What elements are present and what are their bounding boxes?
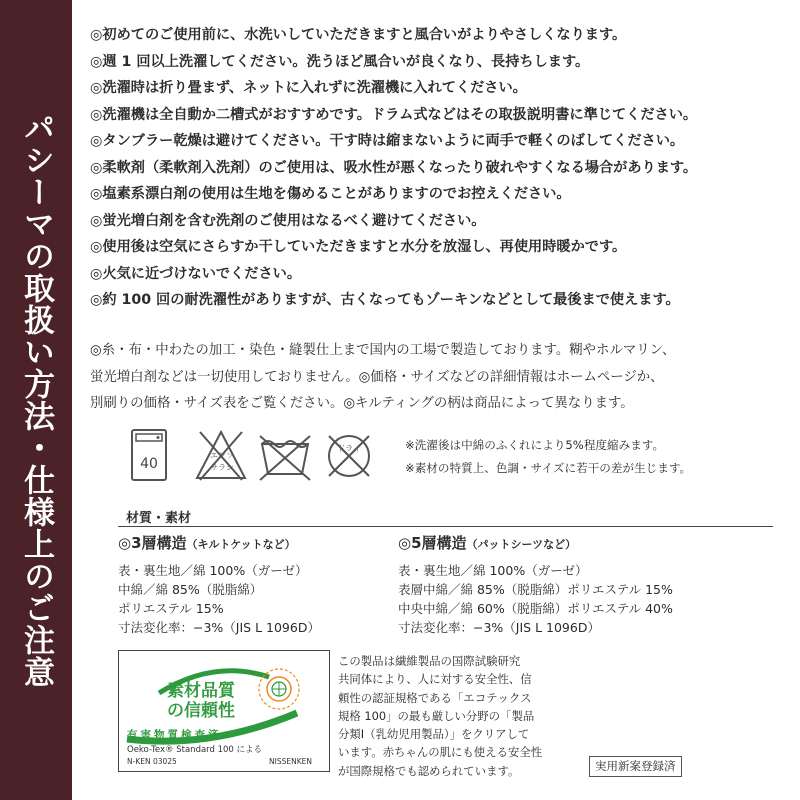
cert-code: N-KEN 03025 <box>127 757 177 766</box>
spec-line: 表・裏生地／綿 100%（ガーゼ） <box>118 563 308 578</box>
dry-clean-label: ドライ <box>337 444 361 453</box>
care-item: ◎火気に近づけないでください。 <box>90 265 302 282</box>
no-chlorine-bleach-icon <box>190 424 252 486</box>
dry-clean-icon <box>318 424 380 486</box>
care-item: ◎蛍光増白剤を含む洗剤のご使用はなるべく避けてください。 <box>90 212 486 229</box>
note-line: ◎糸・布・中わたの加工・染色・縫製仕上まで国内の工場で製造しております。糊やホルマリン、 <box>90 343 676 358</box>
spec-line: 中央中綿／綿 60%（脱脂綿）ポリエステル 40% <box>398 601 673 616</box>
care-item: ◎週 1 回以上洗濯してください。洗うほど風合いが良くなり、長持ちします。 <box>90 53 590 70</box>
care-item: ◎洗濯時は折り畳まず、ネットに入れずに洗濯機に入れてください。 <box>90 80 527 96</box>
shrinkage-note: ※洗濯後は中綿のふくれにより5%程度縮みます。 <box>405 438 665 452</box>
materials-divider <box>118 526 773 527</box>
certification-description <box>338 652 542 780</box>
spec-line: 中綿／綿 85%（脱脂綿） <box>118 582 263 597</box>
three-layer-spec <box>118 532 320 637</box>
spec-line: ポリエステル 15% <box>118 601 224 616</box>
care-item: ◎塩素系漂白剤の使用は生地を傷めることがありますのでお控えください。 <box>90 186 571 202</box>
care-item: ◎初めてのご使用前に、水洗いしていただきますと風合いがよりやさしくなります。 <box>90 27 627 43</box>
cert-desc-line: この製品は繊維製品の国際試験研究 <box>338 654 521 668</box>
three-layer-title: ◎3層構造（キルトケットなど） <box>118 534 296 552</box>
cert-desc-line: 共同体により、人に対する安全性、信 <box>338 672 532 687</box>
cert-banner: 有害物質検査済 <box>127 729 222 741</box>
cert-desc-line: 分類Ⅰ（乳幼児用製品）」をクリアして <box>338 727 530 742</box>
cert-desc-line: が国際規格でも認められています。 <box>338 763 520 778</box>
spec-line: 寸法変化率：−3%（JIS L 1096D） <box>118 620 320 635</box>
shrinkage-note: ※素材の特質上、色調・サイズに若干の差が生じます。 <box>405 461 692 475</box>
sidebar-title: パシーマの取扱い方法・仕様上のご注意 <box>18 112 54 688</box>
care-item: ◎柔軟剤（柔軟剤入洗剤）のご使用は、吸水性が悪くなったり破れやすくなる場合があります。 <box>90 159 698 176</box>
svg-text:サラシ: サラシ <box>210 463 234 472</box>
manufacturing-note <box>90 338 750 418</box>
cert-desc-line: います。赤ちゃんの肌にも使える安全性 <box>338 745 543 760</box>
wash-40-icon <box>118 424 180 486</box>
shrinkage-notes <box>405 434 691 480</box>
materials-title: 材質・素材 <box>126 511 192 526</box>
cert-desc-line: 規格 100」の最も厳しい分野の「製品 <box>338 708 535 723</box>
cert-standard: Oeko-Tex® Standard 100 による <box>127 745 263 755</box>
patent-label: 実用新案登録済 <box>589 756 682 777</box>
care-instructions-list <box>90 22 790 314</box>
sidebar-panel <box>0 0 72 800</box>
care-item: ◎洗濯機は全自動か二槽式がおすすめです。ドラム式などはその取扱説明書に準じてください。 <box>90 106 698 123</box>
svg-text:エンソ: エンソ <box>210 451 234 460</box>
note-line: 別刷りの価格・サイズ表をご覧ください。◎キルティングの柄は商品によって異なります。 <box>90 396 634 411</box>
care-item: ◎使用後は空気にさらすか干していただきますと水分を放湿し、再使用時暖かです。 <box>90 239 627 255</box>
no-tumble-dry-icon <box>254 424 316 486</box>
cert-desc-line: 頼性の認証規格である「エコテックス <box>338 690 532 705</box>
cert-org: NISSENKEN <box>269 757 312 766</box>
spec-line: 寸法変化率：−3%（JIS L 1096D） <box>398 620 600 635</box>
spec-line: 表・裏生地／綿 100%（ガーゼ） <box>398 563 588 578</box>
note-line: 蛍光増白剤などは一切使用しておりません。◎価格・サイズなどの詳細情報はホームページか、 <box>90 369 664 385</box>
oeko-tex-certification-badge <box>118 650 330 772</box>
care-item: ◎約 100 回の耐洗濯性がありますが、古くなってもゾーキンなどとして最後まで使えます。 <box>90 292 680 308</box>
wash-icons <box>118 424 398 486</box>
cert-badge-line2: の信頼性 <box>167 701 235 721</box>
spec-line: 表層中綿／綿 85%（脱脂綿）ポリエステル 15% <box>398 582 673 597</box>
five-layer-spec <box>398 532 673 637</box>
five-layer-title: ◎5層構造（パットシーツなど） <box>398 534 577 552</box>
cert-badge-line1: 素材品質 <box>167 681 235 701</box>
wash-temp-label: 40 <box>140 456 158 472</box>
care-item: ◎タンブラー乾燥は避けてください。干す時は縮まないように両手で軽くのばしてください。 <box>90 133 685 149</box>
